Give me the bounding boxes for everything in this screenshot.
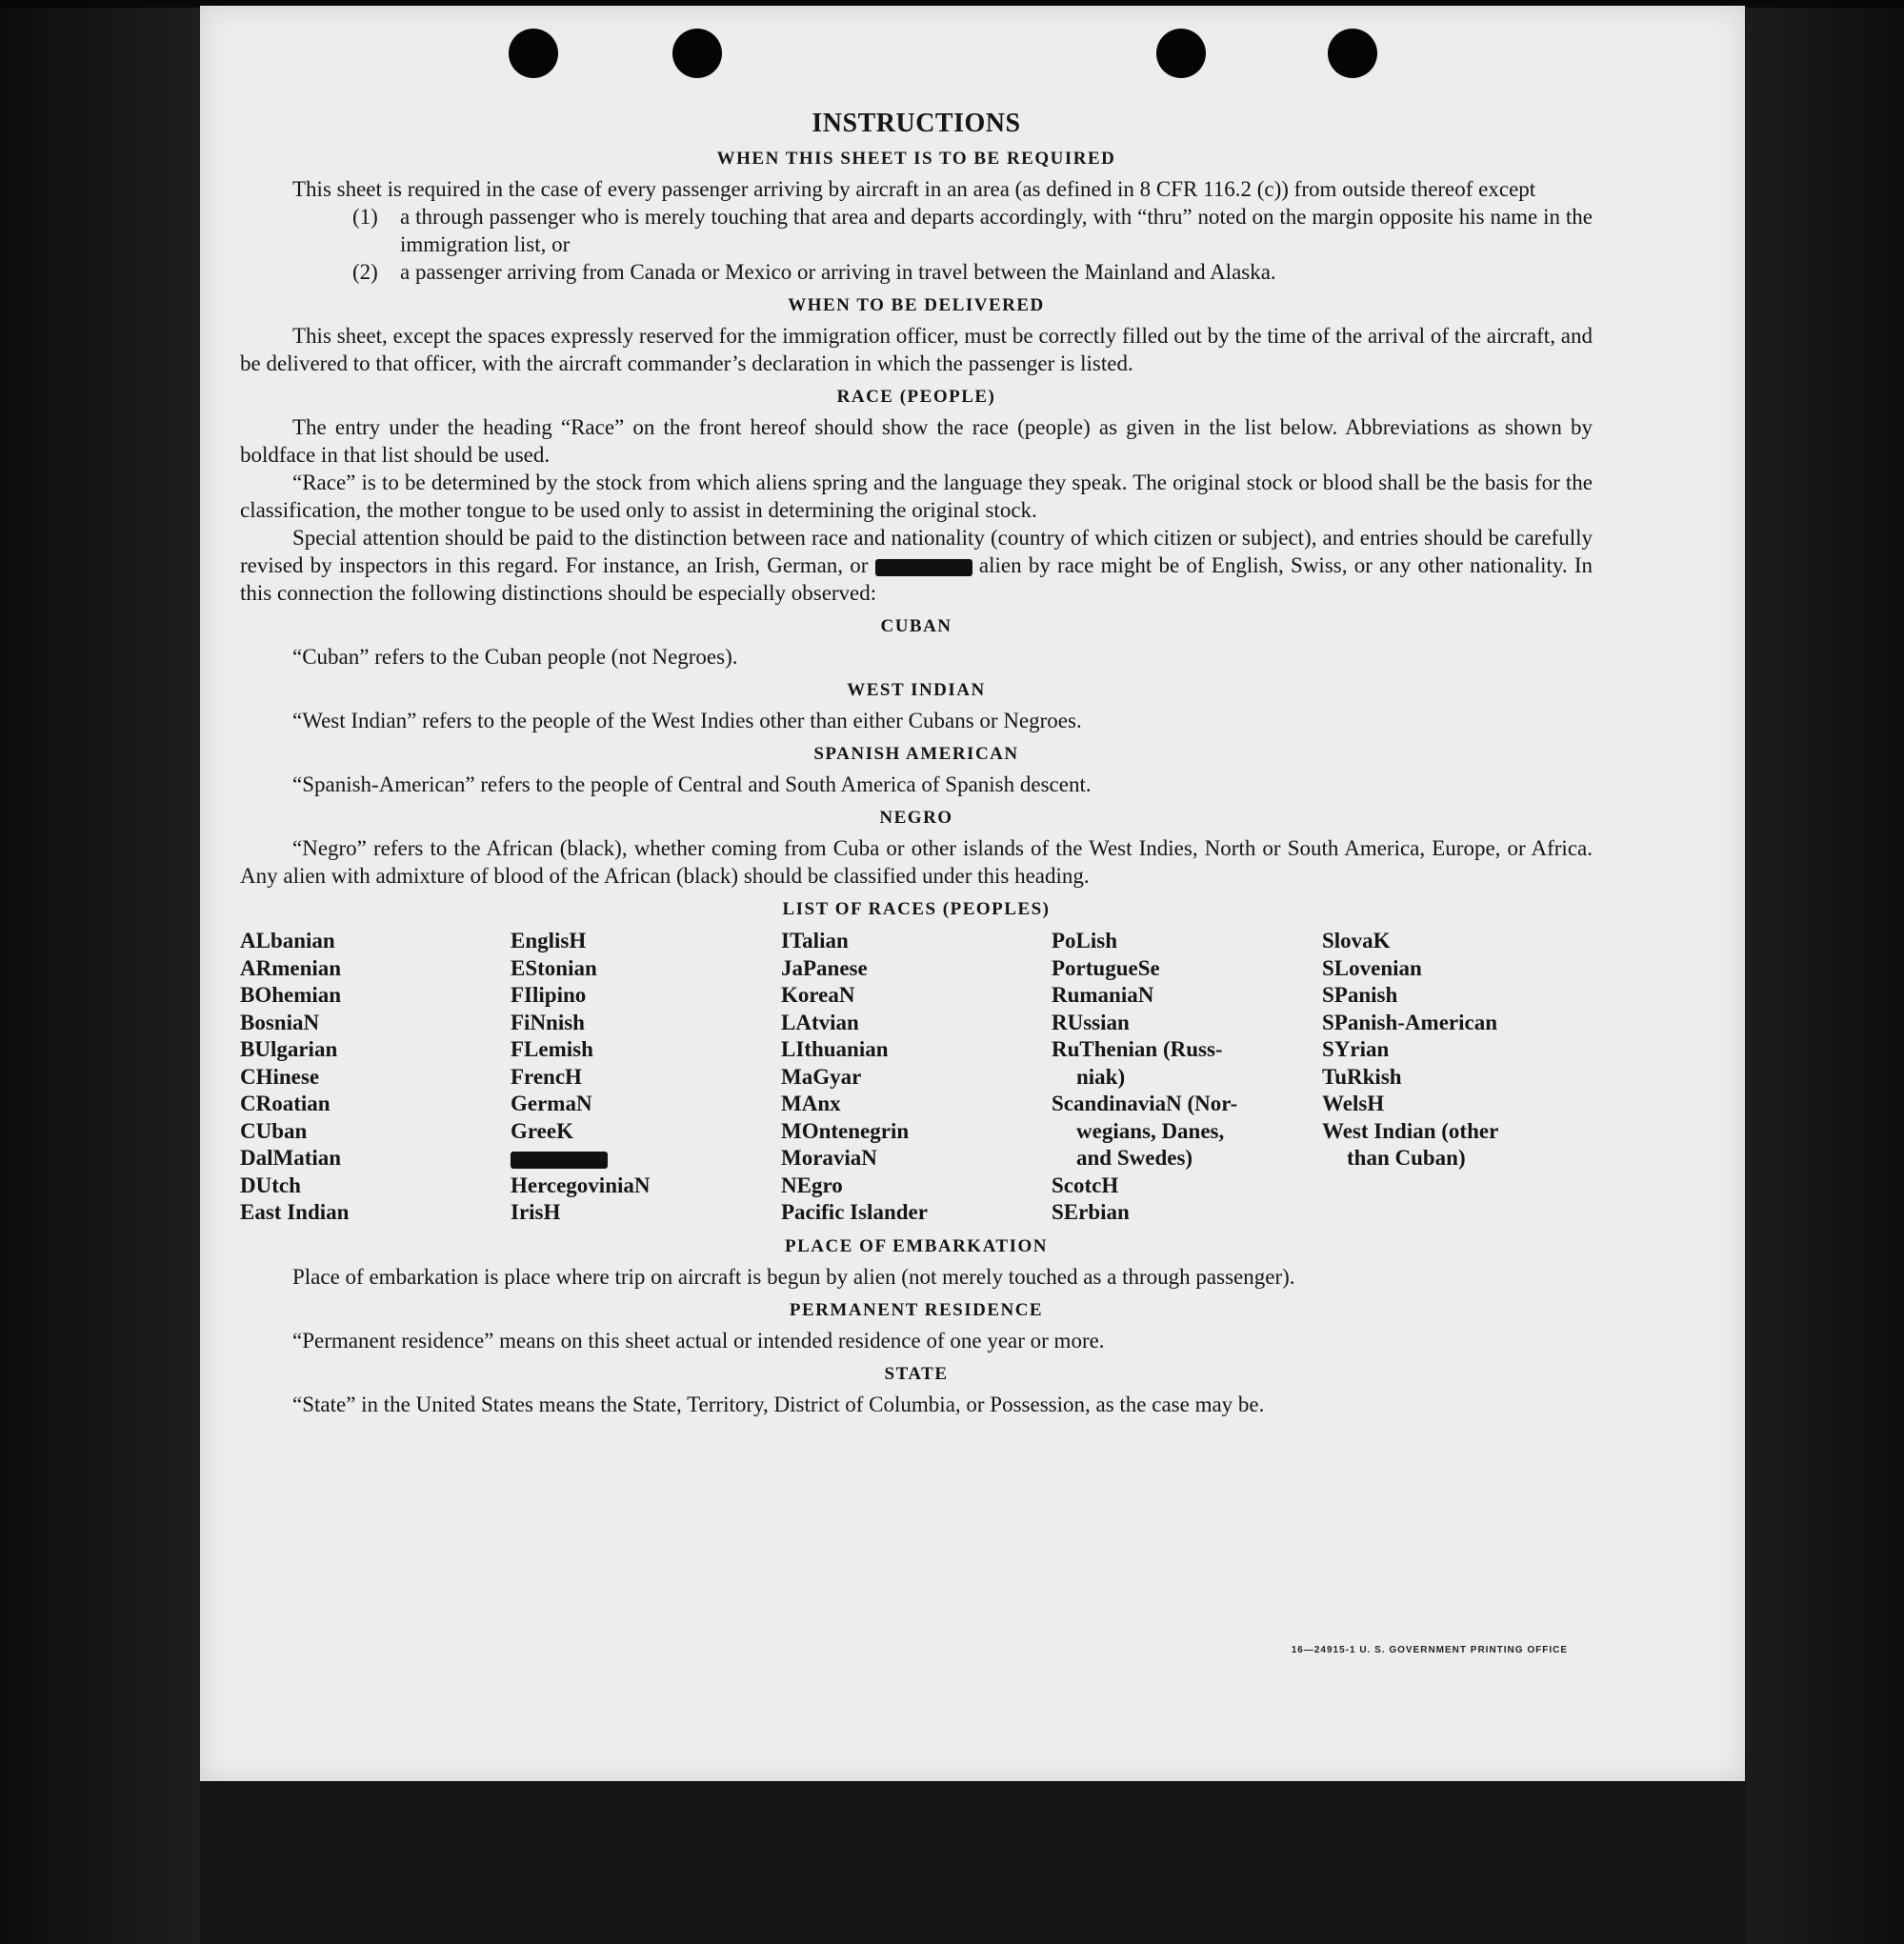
race-entry: JaPanese xyxy=(781,955,868,980)
race-column xyxy=(1052,928,1322,1227)
race-entry-line: ScandinaviaN (Nor- xyxy=(1052,1092,1238,1115)
race-entry: DalMatian xyxy=(240,1146,342,1170)
race-entry: ALbanian xyxy=(240,929,335,952)
race-entry: SPanish-American xyxy=(1322,1010,1497,1034)
redaction-mark xyxy=(875,559,972,576)
race-entry: MAnx xyxy=(781,1092,841,1115)
race-entry: Pacific Islander xyxy=(781,1200,928,1224)
section-heading: PERMANENT RESIDENCE xyxy=(789,1299,1044,1320)
race-entry-continuation: and Swedes) xyxy=(1076,1146,1193,1170)
race-paragraph-tail: alien by race might be of English, Swiss, or any other nationality. In this connection the following distinctions should be especially observed: xyxy=(240,553,1593,605)
race-entry: EnglisH xyxy=(511,929,587,952)
section-heading: SPANISH AMERICAN xyxy=(813,744,1019,764)
race-entry xyxy=(1052,1036,1322,1091)
exception-number: (2) xyxy=(352,260,378,284)
race-entry: EStonian xyxy=(511,955,597,980)
state-paragraph: “State” in the United States means the State, Territory, District of Columbia, or Possession, as the case may be. xyxy=(292,1392,1265,1416)
punch-hole xyxy=(672,29,722,78)
race-entry: HercegoviniaN xyxy=(511,1172,651,1197)
race-entry: GermaN xyxy=(511,1092,592,1115)
section-heading: PLACE OF EMBARKATION xyxy=(785,1235,1048,1256)
race-paragraph-text: Special attention should be paid to the distinction between race and nationality (country of which citizen or subject), and entries should be carefully revised by inspectors in this regard. For instance, an Irish, German, or xyxy=(240,526,1593,577)
race-entry: CHinese xyxy=(240,1064,320,1089)
race-paragraph xyxy=(240,524,1593,607)
race-entry: KoreaN xyxy=(781,983,855,1007)
race-list xyxy=(240,928,1593,1227)
race-entry: CUban xyxy=(240,1118,308,1143)
west-indian-paragraph: “West Indian” refers to the people of the West Indies other than either Cubans or Negroes. xyxy=(292,709,1082,732)
race-entry: BOhemian xyxy=(240,983,342,1007)
race-entry-line: West Indian (other xyxy=(1322,1118,1499,1143)
exception-text: a passenger arriving from Canada or Mexico or arriving in travel between the Mainland and Alaska. xyxy=(400,260,1276,284)
cuban-paragraph: “Cuban” refers to the Cuban people (not Negroes). xyxy=(292,645,738,669)
race-column xyxy=(240,928,511,1227)
race-entry: MOntenegrin xyxy=(781,1118,910,1143)
race-entry-continuation: niak) xyxy=(1076,1064,1126,1089)
race-entry: ARmenian xyxy=(240,955,342,980)
race-entry: LAtvian xyxy=(781,1010,859,1034)
scan-border-left xyxy=(0,0,200,1944)
delivered-paragraph: This sheet, except the spaces expressly reserved for the immigration officer, must be correctly filled out by the time of the arrival of the aircraft, and be delivered to that officer, with the aircraft commander’s declaration in which the passenger is listed. xyxy=(240,324,1593,375)
punch-hole xyxy=(1156,29,1206,78)
race-entry: BosniaN xyxy=(240,1010,320,1034)
race-entry: PortugueSe xyxy=(1052,955,1160,980)
scan-border-right xyxy=(1746,0,1904,1944)
printer-imprint: 16—24915-1 U. S. GOVERNMENT PRINTING OFFICE xyxy=(1291,1645,1568,1655)
redaction-mark xyxy=(511,1152,608,1169)
section-heading: STATE xyxy=(884,1363,949,1384)
document-body xyxy=(240,109,1593,1418)
required-intro: This sheet is required in the case of every passenger arriving by aircraft in an area (as defined in 8 CFR 116.2 (c)) from outside thereof except xyxy=(292,177,1536,201)
race-entry: FiNnish xyxy=(511,1010,585,1034)
race-paragraph: “Race” is to be determined by the stock from which aliens spring and the language they speak. The original stock or blood shall be the basis for the classification, the mother tongue to be used only to assist in determining the original stock. xyxy=(240,471,1593,522)
negro-paragraph: “Negro” refers to the African (black), whether coming from Cuba or other islands of the West Indies, North or South America, Europe, or Africa. Any alien with admixture of blood of the African (black) should be classified under this heading. xyxy=(240,836,1593,888)
race-entry: SLovenian xyxy=(1322,955,1422,980)
race-entry: NEgro xyxy=(781,1172,843,1197)
race-entry: SPanish xyxy=(1322,983,1398,1007)
race-entry-redacted xyxy=(511,1145,781,1172)
section-heading: CUBAN xyxy=(880,616,952,636)
exception-number: (1) xyxy=(352,205,378,229)
race-entry: MaGyar xyxy=(781,1064,862,1089)
race-entry: IrisH xyxy=(511,1200,561,1224)
punch-hole xyxy=(509,29,558,78)
race-entry: SYrian xyxy=(1322,1037,1390,1061)
race-column xyxy=(511,928,781,1227)
section-heading: RACE (PEOPLE) xyxy=(836,387,996,407)
race-entry xyxy=(1052,1091,1322,1172)
race-entry: FrencH xyxy=(511,1064,582,1089)
race-entry: BUlgarian xyxy=(240,1037,338,1061)
punch-hole xyxy=(1328,29,1377,78)
residence-paragraph: “Permanent residence” means on this sheet actual or intended residence of one year or more. xyxy=(292,1328,1105,1353)
race-entry: RUssian xyxy=(1052,1010,1130,1034)
race-entry: ITalian xyxy=(781,929,849,952)
exception-text: a through passenger who is merely touching that area and departs accordingly, with “thru” noted on the margin opposite his name in the immigration list, or xyxy=(400,205,1593,256)
race-entry-continuation: wegians, Danes, xyxy=(1076,1118,1225,1143)
document-sheet xyxy=(200,6,1745,1781)
document-title: INSTRUCTIONS xyxy=(812,109,1021,138)
section-heading: LIST OF RACES (PEOPLES) xyxy=(782,899,1051,919)
exception-item xyxy=(352,203,1593,258)
race-entry: SErbian xyxy=(1052,1200,1130,1224)
race-entry: East Indian xyxy=(240,1200,350,1224)
race-entry: SlovaK xyxy=(1322,929,1391,952)
exception-item xyxy=(352,258,1593,286)
embarkation-paragraph: Place of embarkation is place where trip on aircraft is begun by alien (not merely touched as a through passenger). xyxy=(292,1264,1295,1289)
race-entry: PoLish xyxy=(1052,929,1118,952)
race-entry: WelsH xyxy=(1322,1092,1385,1115)
race-entry: CRoatian xyxy=(240,1092,331,1115)
race-entry: DUtch xyxy=(240,1172,301,1197)
section-heading: NEGRO xyxy=(879,808,953,828)
race-entry: LIthuanian xyxy=(781,1037,889,1061)
race-paragraph: The entry under the heading “Race” on the front hereof should show the race (people) as given in the list below. Abbreviations as shown by boldface in that list should be used. xyxy=(240,415,1593,467)
race-entry: GreeK xyxy=(511,1118,573,1143)
race-entry xyxy=(1322,1118,1593,1172)
race-entry: ScotcH xyxy=(1052,1172,1119,1197)
race-column xyxy=(781,928,1052,1227)
race-entry: FLemish xyxy=(511,1037,593,1061)
section-heading: WHEN TO BE DELIVERED xyxy=(788,295,1045,315)
race-entry: RumaniaN xyxy=(1052,983,1154,1007)
race-entry-continuation: than Cuban) xyxy=(1347,1146,1466,1170)
race-entry: MoraviaN xyxy=(781,1146,877,1170)
race-entry-line: RuThenian (Russ- xyxy=(1052,1037,1223,1061)
section-heading: WHEN THIS SHEET IS TO BE REQUIRED xyxy=(716,149,1116,169)
race-entry: TuRkish xyxy=(1322,1064,1402,1089)
race-column xyxy=(1322,928,1593,1227)
section-heading: WEST INDIAN xyxy=(847,680,986,700)
spanish-american-paragraph: “Spanish-American” refers to the people of Central and South America of Spanish descent. xyxy=(292,772,1092,796)
race-entry: FIlipino xyxy=(511,983,587,1007)
